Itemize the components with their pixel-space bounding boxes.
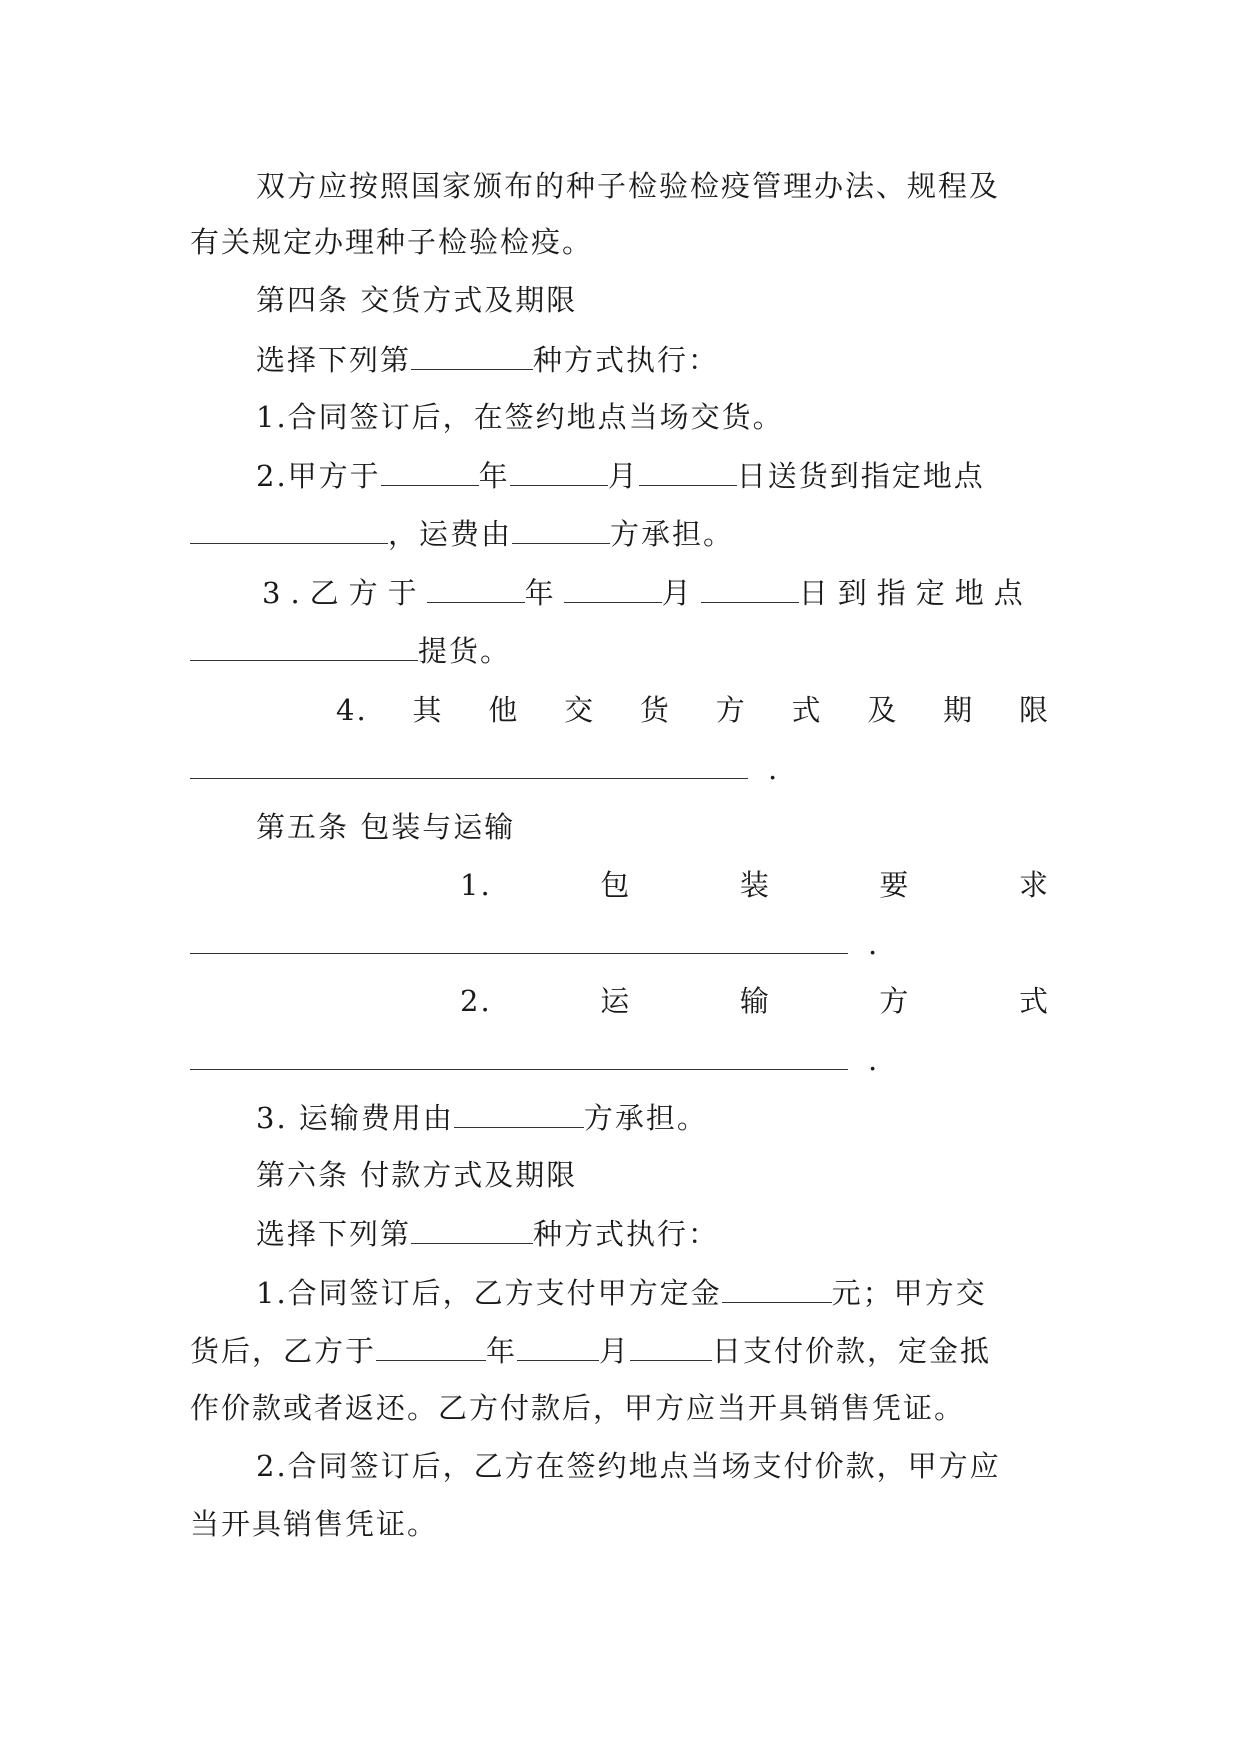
text-segment: 选择下列第 (256, 343, 412, 377)
fill-in-blank[interactable] (376, 1330, 486, 1361)
text-segment: 日送货到指定地点 (736, 459, 985, 493)
paragraph-line (190, 1272, 1116, 1313)
text-segment: 种方式执行： (533, 343, 720, 377)
text-segment: . (768, 752, 780, 786)
fill-in-blank[interactable] (190, 513, 388, 544)
fill-in-blank[interactable] (701, 572, 799, 603)
section-heading: 第六条 付款方式及期限 (256, 1158, 578, 1192)
fill-in-blank[interactable] (190, 630, 418, 661)
paragraph-line: 作价款或者返还。乙方付款后，甲方应当开具销售凭证。 (190, 1391, 966, 1425)
text-segment: 求 (1018, 868, 1050, 902)
text-segment: 1. (460, 868, 492, 902)
section-heading: 第四条 交货方式及期限 (256, 283, 578, 317)
text-segment: 装 (739, 868, 771, 902)
text-segment: 年 (524, 576, 564, 610)
fill-in-blank[interactable] (381, 455, 479, 486)
text-segment: 2. (460, 984, 492, 1018)
text-segment: 方承担。 (583, 1101, 708, 1135)
text-segment: 输 (739, 984, 771, 1018)
fill-in-blank[interactable] (190, 748, 748, 779)
fill-in-blank[interactable] (427, 572, 525, 603)
fill-in-blank[interactable] (630, 1330, 712, 1361)
fill-in-blank[interactable] (517, 1330, 599, 1361)
section-heading: 第五条 包装与运输 (256, 810, 516, 844)
text-segment: 3.乙方于 (262, 576, 427, 610)
text-segment: 提货。 (418, 634, 512, 668)
paragraph-line: 1.合同签订后，在签约地点当场交货。 (256, 400, 784, 434)
paragraph-line (460, 981, 1050, 1021)
fill-in-blank[interactable] (639, 455, 737, 486)
text-segment: 式 (791, 693, 823, 727)
text-segment: . (868, 927, 880, 961)
text-segment: 包 (600, 868, 632, 902)
text-segment: 月 (607, 459, 639, 493)
text-segment: . (868, 1043, 880, 1077)
fill-in-blank[interactable] (190, 923, 848, 954)
text-segment: 他 (488, 693, 520, 727)
text-segment: 3. 运输费用由 (256, 1101, 454, 1135)
paragraph-line (190, 513, 1050, 554)
paragraph-line (190, 923, 1050, 964)
text-segment: 其 (412, 693, 444, 727)
text-segment: 方 (715, 693, 747, 727)
text-segment: 月 (661, 576, 701, 610)
paragraph-line (190, 1097, 1116, 1138)
text-segment: 及 (867, 693, 899, 727)
text-segment: 元；甲方交 (831, 1276, 987, 1310)
paragraph-line: 双方应按照国家颁布的种子检验检疫管理办法、规程及 (256, 169, 1001, 203)
text-segment: 2.甲方于 (256, 459, 381, 493)
fill-in-blank[interactable] (510, 455, 608, 486)
fill-in-blank[interactable] (411, 339, 533, 370)
text-segment: 月 (599, 1334, 631, 1368)
paragraph-line: 当开具销售凭证。 (190, 1507, 439, 1541)
text-segment: 选择下列第 (256, 1217, 412, 1251)
text-segment: 方 (879, 984, 911, 1018)
text-segment: 期 (943, 693, 975, 727)
fill-in-blank[interactable] (454, 1097, 584, 1128)
paragraph-line (190, 455, 1116, 496)
fill-in-blank[interactable] (564, 572, 662, 603)
paragraph-line (190, 630, 1050, 671)
paragraph-line (336, 690, 1050, 730)
text-segment: 方承担。 (610, 517, 735, 551)
paragraph-line (190, 1213, 1116, 1254)
text-segment: 日支付价款，定金抵 (712, 1334, 992, 1368)
text-segment: 要 (879, 868, 911, 902)
text-segment: 年 (478, 459, 510, 493)
text-segment: 货 (639, 693, 671, 727)
text-segment: 1.合同签订后，乙方支付甲方定金 (256, 1276, 722, 1310)
text-segment: 运 (600, 984, 632, 1018)
text-segment: 交 (564, 693, 596, 727)
text-segment: 限 (1018, 693, 1050, 727)
text-segment: 式 (1018, 984, 1050, 1018)
paragraph-line (262, 572, 1050, 613)
paragraph-line (190, 1039, 1050, 1080)
text-segment: 日到指定地点 (798, 576, 1033, 610)
paragraph-line (190, 1330, 1050, 1371)
paragraph-line (460, 865, 1050, 905)
fill-in-blank[interactable] (722, 1272, 832, 1303)
paragraph-line (190, 748, 1050, 789)
fill-in-blank[interactable] (411, 1213, 533, 1244)
text-segment: 4. (336, 693, 368, 727)
text-segment: 年 (486, 1334, 518, 1368)
fill-in-blank[interactable] (512, 513, 610, 544)
paragraph-line: 有关规定办理种子检验检疫。 (190, 225, 594, 259)
text-segment: ，运费由 (388, 517, 513, 551)
text-segment: 货后，乙方于 (190, 1334, 377, 1368)
paragraph-line: 2.合同签订后，乙方在签约地点当场支付价款，甲方应 (256, 1449, 1001, 1483)
paragraph-line (190, 339, 1116, 380)
fill-in-blank[interactable] (190, 1039, 848, 1070)
text-segment: 种方式执行： (533, 1217, 720, 1251)
